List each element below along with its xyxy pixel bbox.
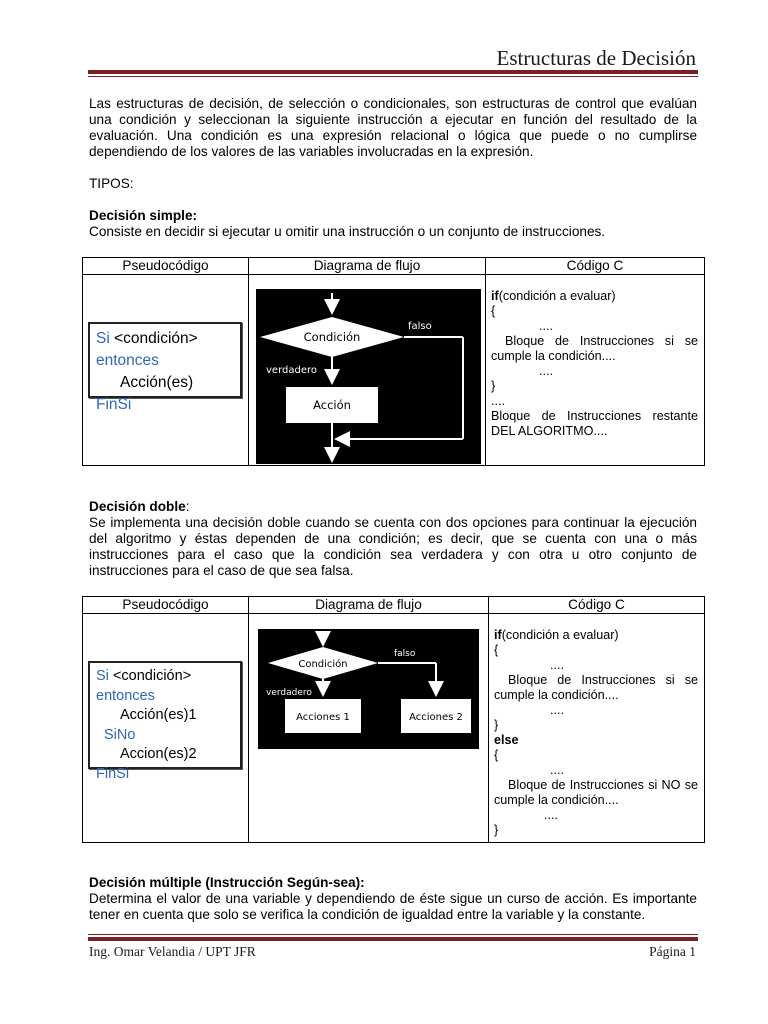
col-diagrama: Diagrama de flujo [249,258,486,275]
kw-si: Si [96,330,110,347]
code-dots: .... [491,394,505,408]
code-if-keyword: if [491,289,499,303]
code-if-keyword: if [494,628,502,642]
simple-flowchart [256,289,481,464]
simple-table [82,257,705,466]
doble-heading-colon: : [185,499,190,514]
code-if-condition: (condición a evaluar) [501,628,619,642]
acciones2-label: Acciones 2 [409,712,463,723]
code-block-true: Bloque de Instrucciones si se cumple la condición.... [491,334,698,363]
doble-heading: Decisión doble [89,499,186,514]
doble-pseudo-box [88,661,242,782]
code-dots: .... [539,364,553,378]
pseudo-accion: Acción(es) [120,374,194,391]
doble-heading-line [89,499,697,515]
simple-description: Consiste en decidir si ejecutar u omitir una instrucción o un conjunto de instrucciones. [89,224,606,239]
pseudo-accion2: Accion(es)2 [120,746,197,762]
kw-finsi: FinSi [96,396,132,413]
falso-label: falso [394,649,416,659]
simple-heading: Decisión simple: [89,208,198,223]
col-diagrama: Diagrama de flujo [249,597,489,614]
page-title: Estructuras de Decisión [496,46,696,70]
falso-label: falso [408,321,432,332]
pseudo-condicion: <condición> [114,330,198,347]
code-open-brace: { [491,304,496,318]
doble-table [82,596,705,843]
kw-entonces: entonces [96,687,155,704]
code-close-brace: } [491,379,496,393]
kw-entonces: entonces [96,352,159,369]
code-block-true: Bloque de Instrucciones si se cumple la condición.... [494,673,698,702]
simple-code-cell [486,275,705,466]
pseudo-accion1: Acción(es)1 [120,707,197,723]
diamond-label: Condición [303,330,361,344]
doble-diagram-cell [249,614,489,843]
col-codigo: Código C [486,258,705,275]
doble-description: Se implementa una decisión doble cuando se cuenta con dos opciones para continuar la ejecución del algoritmo y éstas dependen de una condición; es decir, que se cuenta con una o más instrucciones para el caso que la condición sea verdadera y con otra u otro conjunto de instrucciones para el caso de que sea falsa. [89,515,697,578]
simple-diagram-cell [249,275,486,466]
verdadero-label: verdadero [266,365,317,376]
code-dots: .... [544,808,558,822]
col-pseudocodigo: Pseudocódigo [83,597,249,614]
code-open-brace: { [494,643,499,657]
code-block-rest: Bloque de Instrucciones restante DEL ALGORITMO.... [491,409,698,438]
col-codigo: Código C [489,597,705,614]
code-close-brace: } [494,823,499,837]
col-pseudocodigo: Pseudocódigo [83,258,249,275]
footer-rule [88,934,698,941]
tipos-label: TIPOS: [89,176,134,191]
footer-author: Ing. Omar Velandia / UPT JFR [89,944,256,959]
code-block-false: Bloque de Instrucciones si NO se cumple la condición.... [494,778,698,807]
header-rule [88,70,698,77]
simple-pseudo-cell [83,275,249,466]
code-open-brace: { [494,748,499,762]
kw-finsi: FinSi [96,765,130,782]
kw-si: Si [96,668,109,684]
accion-box-label: Acción [313,398,351,412]
multiple-description: Determina el valor de una variable y dependiendo de éste sigue un curso de acción. Es importante tener en cuenta que solo se verifica la condición de igualdad entre la variable y la constante. [89,891,697,922]
code-if-condition: (condición a evaluar) [498,289,616,303]
footer-page-number: Página 1 [649,944,696,959]
code-dots: .... [550,658,564,672]
doble-code [489,614,704,838]
code-dots: .... [550,703,564,717]
multiple-heading: Decisión múltiple (Instrucción Según-sea): [89,875,365,890]
doble-flowchart [258,629,479,749]
pseudo-condicion: <condición> [112,668,192,684]
acciones1-label: Acciones 1 [296,712,350,723]
code-dots: .... [550,763,564,777]
simple-code [486,275,704,439]
code-close-brace: } [494,718,499,732]
diamond-label: Condición [298,659,348,670]
code-dots: .... [539,319,553,333]
verdadero-label: verdadero [266,688,312,698]
doble-pseudo-cell [83,614,249,843]
code-else-keyword: else [494,733,519,747]
intro-paragraph: Las estructuras de decisión, de selección o condicionales, son estructuras de control que evalúan una condición y seleccionan la siguiente instrucción a ejecutar en función del resultado de la evaluación. Una condición es una expresión relacional o lógica que puede o no cumplirse dependiendo de los valores de las variables involucradas en la expresión. [89,96,697,159]
kw-sino: SiNo [104,726,136,743]
simple-pseudo-box [88,322,242,413]
doble-code-cell [489,614,705,843]
